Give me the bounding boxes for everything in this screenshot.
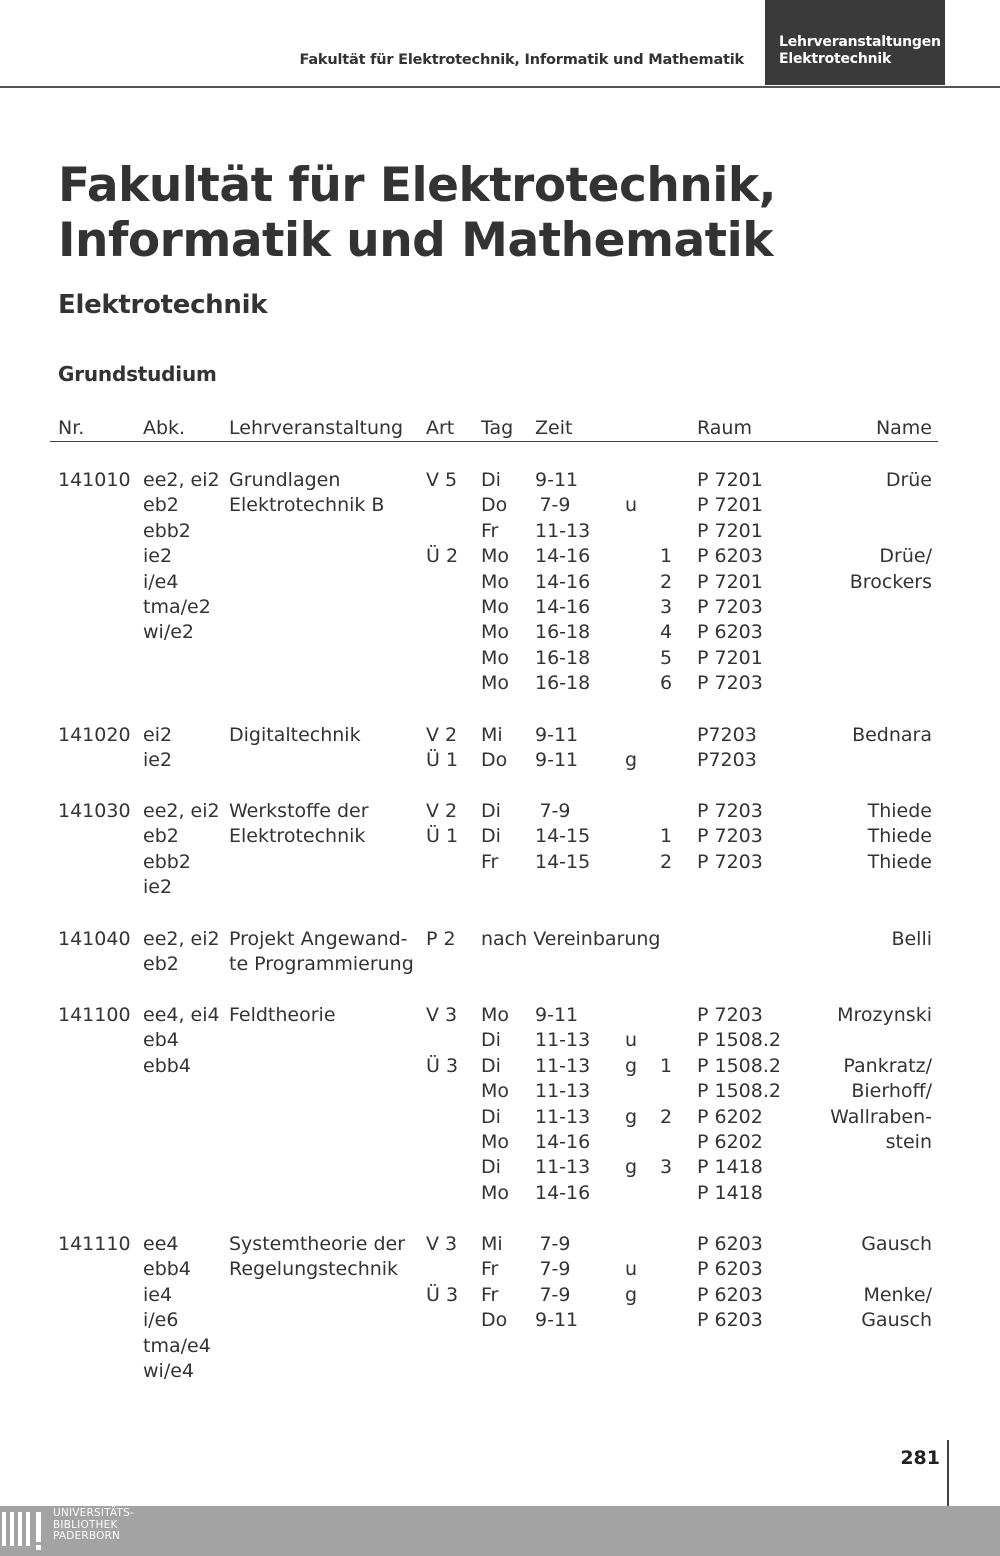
session-time: 7-9 <box>539 800 571 822</box>
course-number: 141110 <box>58 1233 131 1255</box>
session-day: Di <box>481 1156 501 1179</box>
session-room: P 7203 <box>697 850 763 873</box>
library-name <box>53 1508 134 1543</box>
session-time: 14-15 <box>535 825 591 848</box>
session-type: Ü 3 <box>426 1283 459 1306</box>
library-name-line2: BIBLIOTHEK <box>53 1518 118 1531</box>
session-room: P 7203 <box>697 1004 763 1026</box>
session-day: nach Vereinbarung <box>481 928 661 950</box>
session-room: P 1418 <box>697 1181 763 1204</box>
section-tab-line1: Lehrveranstaltungen <box>779 34 941 50</box>
library-footer-bar <box>0 1506 1000 1556</box>
session-group: 1 <box>659 545 673 568</box>
session-flag: u <box>624 494 638 517</box>
session-room: P 7201 <box>697 646 763 669</box>
course-abbreviation: ie2 <box>143 876 173 899</box>
course-title: Elektrotechnik <box>229 825 366 848</box>
session-group: 6 <box>659 672 673 695</box>
session-type: Ü 3 <box>426 1054 459 1077</box>
course-number: 141030 <box>58 800 131 822</box>
course-number: 141020 <box>58 724 131 746</box>
session-flag: g <box>624 1283 638 1306</box>
course-title: te Programmierung <box>229 953 414 976</box>
session-group: 2 <box>659 570 673 593</box>
session-time: 7-9 <box>539 1233 571 1255</box>
session-room: P 7201 <box>697 494 763 517</box>
session-room: P 1508.2 <box>697 1029 781 1052</box>
lecturer-name: Drüe <box>885 469 932 491</box>
course-abbreviation: ebb2 <box>143 519 191 542</box>
section-heading: Grundstudium <box>58 362 217 386</box>
session-group: 2 <box>659 850 673 873</box>
lecturer-name: Belli <box>891 928 932 950</box>
session-room: P 7203 <box>697 596 763 618</box>
col-header-lehrveranstaltung: Lehrveranstaltung <box>229 417 404 439</box>
header-rule <box>0 86 1000 88</box>
session-type: V 2 <box>426 724 458 746</box>
session-time: 11-13 <box>535 1080 591 1103</box>
course-abbreviation: ebb4 <box>143 1054 191 1077</box>
course-abbreviation: ee2, ei2 <box>143 928 220 950</box>
course-abbreviation: ee4 <box>143 1233 179 1255</box>
lecturer-name: Bierhoff/ <box>851 1080 932 1103</box>
session-group: 1 <box>659 825 673 848</box>
col-header-name: Name <box>875 417 932 439</box>
session-time: 11-13 <box>535 1105 591 1128</box>
session-time: 11-13 <box>535 519 591 542</box>
session-day: Mo <box>481 1004 510 1026</box>
session-group: 3 <box>659 1156 673 1179</box>
session-day: Mo <box>481 1181 510 1204</box>
session-time: 7-9 <box>539 494 571 517</box>
course-title: Digitaltechnik <box>229 724 361 746</box>
table-header-rule <box>50 441 938 442</box>
session-group: 5 <box>659 646 673 669</box>
session-time: 16-18 <box>535 646 591 669</box>
session-day: Di <box>481 469 501 491</box>
session-room: P 6203 <box>697 1309 763 1332</box>
page-subtitle: Elektrotechnik <box>58 290 268 320</box>
course-abbreviation: tma/e4 <box>143 1334 211 1357</box>
col-header-zeit: Zeit <box>535 417 573 439</box>
lecturer-name: stein <box>885 1131 932 1153</box>
session-room: P 6203 <box>697 1233 763 1255</box>
session-type: Ü 1 <box>426 825 459 848</box>
course-abbreviation: ie2 <box>143 545 173 568</box>
page-title-line1: Fakultät für Elektrotechnik, <box>58 158 776 213</box>
col-header-abk: Abk. <box>143 417 186 439</box>
page-title <box>58 158 776 268</box>
session-group: 2 <box>659 1105 673 1128</box>
session-time: 11-13 <box>535 1054 591 1077</box>
session-type: V 5 <box>426 469 458 491</box>
session-flag: g <box>624 749 638 772</box>
course-title: Projekt Angewand- <box>229 928 408 950</box>
lecturer-name: Drüe/ <box>879 545 932 568</box>
library-name-line1: UNIVERSITÄTS- <box>53 1507 134 1519</box>
lecturer-name: Gausch <box>861 1233 932 1255</box>
session-time: 9-11 <box>535 469 579 491</box>
session-day: Mo <box>481 621 510 644</box>
section-tab-line2: Elektrotechnik <box>779 51 892 67</box>
course-abbreviation: ebb2 <box>143 850 191 873</box>
col-header-art: Art <box>426 417 455 439</box>
session-time: 9-11 <box>535 1309 579 1332</box>
session-room: P7203 <box>697 749 757 772</box>
course-abbreviation: ebb4 <box>143 1258 191 1281</box>
running-header: Fakultät für Elektrotechnik, Informatik und Mathematik <box>299 52 744 68</box>
session-type: V 3 <box>426 1004 458 1026</box>
session-flag: g <box>624 1054 638 1077</box>
session-room: P 7201 <box>697 570 763 593</box>
lecturer-name: Pankratz/ <box>843 1054 932 1077</box>
session-time: 14-16 <box>535 596 591 618</box>
course-title: Werkstoffe der <box>229 800 369 822</box>
session-day: Fr <box>481 1258 499 1281</box>
session-time: 14-15 <box>535 850 591 873</box>
course-title: Regelungstechnik <box>229 1258 399 1281</box>
section-tab <box>765 0 945 85</box>
session-room: P 6202 <box>697 1131 763 1153</box>
course-abbreviation: eb2 <box>143 494 179 517</box>
session-time: 14-16 <box>535 545 591 568</box>
course-abbreviation: wi/e2 <box>143 621 194 644</box>
course-abbreviation: eb2 <box>143 825 179 848</box>
lecturer-name: Wallraben- <box>830 1105 932 1128</box>
session-time: 14-16 <box>535 1131 591 1153</box>
session-room: P 7203 <box>697 800 763 822</box>
session-group: 4 <box>659 621 673 644</box>
course-abbreviation: i/e6 <box>143 1309 179 1332</box>
lecturer-name: Bednara <box>852 724 932 746</box>
lecturer-name: Mrozynski <box>837 1004 932 1026</box>
session-time: 7-9 <box>539 1258 571 1281</box>
session-day: Fr <box>481 850 499 873</box>
session-room: P 6202 <box>697 1105 763 1128</box>
session-day: Di <box>481 800 501 822</box>
session-day: Mo <box>481 596 510 618</box>
session-day: Di <box>481 825 501 848</box>
course-title: Systemtheorie der <box>229 1233 406 1255</box>
course-title: Feldtheorie <box>229 1004 336 1026</box>
session-room: P 1418 <box>697 1156 763 1179</box>
session-time: 16-18 <box>535 672 591 695</box>
lecturer-name: Gausch <box>861 1309 932 1332</box>
session-room: P 7201 <box>697 469 763 491</box>
session-time: 11-13 <box>535 1156 591 1179</box>
session-group: 1 <box>659 1054 673 1077</box>
session-day: Di <box>481 1029 501 1052</box>
session-type: P 2 <box>426 928 456 950</box>
course-abbreviation: eb2 <box>143 953 179 976</box>
session-day: Fr <box>481 519 499 542</box>
course-abbreviation: tma/e2 <box>143 596 211 618</box>
lecturer-name: Brockers <box>849 570 932 593</box>
session-type: V 3 <box>426 1233 458 1255</box>
session-time: 14-16 <box>535 1181 591 1204</box>
course-abbreviation: ee4, ei4 <box>143 1004 220 1026</box>
session-day: Mi <box>481 724 503 746</box>
session-room: P 6203 <box>697 1258 763 1281</box>
session-room: P 7201 <box>697 519 763 542</box>
library-name-line3: PADERBORN <box>53 1530 121 1542</box>
session-flag: g <box>624 1105 638 1128</box>
session-type: Ü 1 <box>426 749 459 772</box>
session-day: Mo <box>481 672 510 695</box>
session-type: V 2 <box>426 800 458 822</box>
lecturer-name: Thiede <box>867 850 932 873</box>
col-header-raum: Raum <box>697 417 752 439</box>
course-title: Grundlagen <box>229 469 341 491</box>
session-flag: u <box>624 1029 638 1052</box>
session-room: P 7203 <box>697 672 763 695</box>
col-header-nr: Nr. <box>58 417 85 439</box>
library-logo-icon <box>2 1510 46 1552</box>
session-day: Mi <box>481 1233 503 1255</box>
session-room: P 1508.2 <box>697 1080 781 1103</box>
course-abbreviation: ie4 <box>143 1283 173 1306</box>
session-time: 9-11 <box>535 724 579 746</box>
session-time: 9-11 <box>535 749 579 772</box>
session-time: 7-9 <box>539 1283 571 1306</box>
course-abbreviation: i/e4 <box>143 570 179 593</box>
course-abbreviation: ei2 <box>143 724 173 746</box>
col-header-tag: Tag <box>481 417 514 439</box>
session-day: Fr <box>481 1283 499 1306</box>
session-day: Mo <box>481 570 510 593</box>
session-room: P 1508.2 <box>697 1054 781 1077</box>
course-abbreviation: ee2, ei2 <box>143 469 220 491</box>
course-abbreviation: wi/e4 <box>143 1360 194 1382</box>
page-title-line2: Informatik und Mathematik <box>58 213 773 268</box>
course-abbreviation: ie2 <box>143 749 173 772</box>
session-flag: g <box>624 1156 638 1179</box>
session-day: Mo <box>481 1080 510 1103</box>
session-day: Di <box>481 1105 501 1128</box>
session-day: Mo <box>481 1131 510 1153</box>
course-title: Elektrotechnik B <box>229 494 385 517</box>
course-abbreviation: ee2, ei2 <box>143 800 220 822</box>
session-room: P 7203 <box>697 825 763 848</box>
course-number: 141100 <box>58 1004 131 1026</box>
course-number: 141010 <box>58 469 131 491</box>
session-time: 9-11 <box>535 1004 579 1026</box>
session-type: Ü 2 <box>426 545 459 568</box>
session-room: P7203 <box>697 724 757 746</box>
session-day: Do <box>481 1309 508 1332</box>
session-room: P 6203 <box>697 621 763 644</box>
session-day: Do <box>481 749 508 772</box>
session-room: P 6203 <box>697 545 763 568</box>
session-time: 16-18 <box>535 621 591 644</box>
page-number: 281 <box>900 1447 940 1469</box>
lecturer-name: Thiede <box>867 825 932 848</box>
session-time: 11-13 <box>535 1029 591 1052</box>
course-abbreviation: eb4 <box>143 1029 179 1052</box>
session-time: 14-16 <box>535 570 591 593</box>
session-day: Do <box>481 494 508 517</box>
session-group: 3 <box>659 596 673 618</box>
session-day: Di <box>481 1054 501 1077</box>
course-number: 141040 <box>58 928 131 950</box>
lecturer-name: Thiede <box>867 800 932 822</box>
session-flag: u <box>624 1258 638 1281</box>
session-day: Mo <box>481 646 510 669</box>
session-room: P 6203 <box>697 1283 763 1306</box>
session-day: Mo <box>481 545 510 568</box>
lecturer-name: Menke/ <box>863 1283 932 1306</box>
page-number-bar <box>947 1440 949 1506</box>
